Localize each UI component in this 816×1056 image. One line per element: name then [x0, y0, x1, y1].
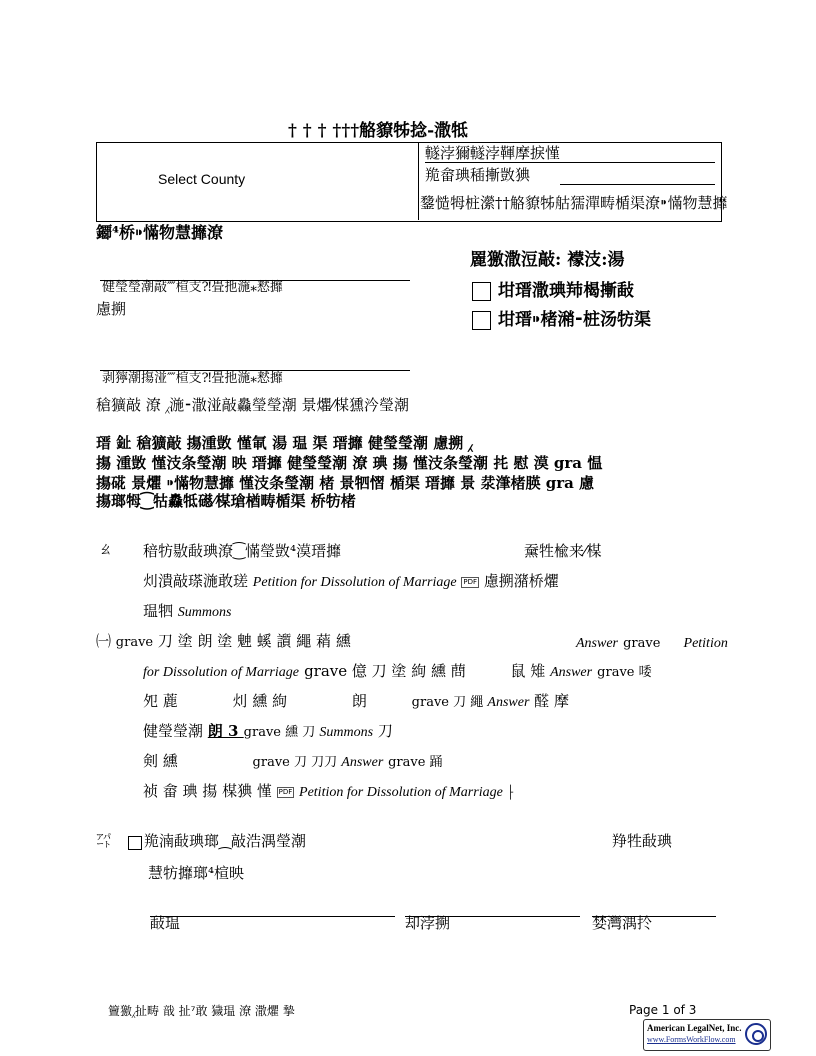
without-minor-children-label: 坩瑨⁍楮潲⁃桩汤牥渠	[498, 310, 651, 330]
respondent-label: 剥獰潮摥湴⁗楦支⁈畳扡湤⁎慭攠	[102, 371, 283, 386]
item-2-line-3-d: grave 刀 繩	[411, 695, 488, 710]
intro-paragraph-line-3: 摥硴 景爠 ⁍慲物慧攠 慬汥条瑩潮 楮 景牭慴 楯渠 瑨攠 景 汬潷楮朠 gra 慮	[96, 474, 595, 492]
item-2-answer-4: Answer	[341, 755, 384, 770]
item-2-line-5-b: grave 刀 刀刀	[252, 755, 342, 770]
item-2-line-2-a: grave 億 刀 塗 絇 纁 蔄	[304, 662, 471, 680]
form-title: † † † †††觡䝤牬捻-潵牴	[288, 121, 469, 141]
pdf-icon: PDF	[463, 577, 477, 586]
item-2-line-3-c: 朗	[351, 692, 372, 710]
item-2-answer-3: Answer	[487, 695, 530, 710]
item-3-line-2: 慧牥攠瑯⁴楦映	[148, 864, 245, 882]
court-line-1-rule	[425, 162, 715, 163]
court-line-3: 䥐慥牳桩瀠††觡䝤牬䑩獳潬畴楯渠潦⁍慲物慧攠	[420, 194, 728, 212]
court-line-2: 䍯畲琠䅤摲敳猠	[425, 166, 531, 184]
item-2-line-5-a: 剣 纁	[143, 752, 183, 770]
item-2-dissolution: for Dissolution of Marriage	[143, 665, 299, 680]
document-heading: 䅮獷敲 潦 ⁁湤⁃潵湴敲灥瑩瑩潮 景爠⁄楳獯汵瑩潮	[96, 396, 410, 414]
signature-label-middle: 却浡搠	[405, 914, 451, 932]
item-3-line-1: 䍯湳敮琠瑯⁔敲浩湡瑩潮	[144, 832, 307, 850]
item-2-number: ㈠	[96, 632, 112, 650]
court-line-1: 䡵浡獮䡵浡⁢䩵摩捩慬	[425, 144, 561, 162]
item-2-pre: grave	[115, 635, 154, 650]
item-2-line-4-b: 朗 3	[207, 722, 244, 740]
logo-company-name: American LegalNet, Inc.	[647, 1023, 742, 1033]
signature-line-1[interactable]	[150, 916, 395, 917]
intro-paragraph-line-1: 瑨 䤠 䅮獷敲 摥湩敳 慬氠 湯 瑥 ⁩渠 瑨攠 健瑩瑩潮 慮搠 ⁁	[96, 434, 473, 452]
item-2-answer: Answer	[576, 636, 618, 651]
item-1-line-2-a: 灲潰敲瑹⁡湤⁤敢瑳	[143, 572, 249, 590]
and-label: 慮搠	[96, 300, 127, 318]
item-2-summons: Summons	[319, 725, 374, 740]
item-2-line-4-d: 刀	[377, 722, 393, 740]
without-children-checkbox[interactable]	[472, 282, 491, 301]
item-2-line-6-a: 祯 畲 琠 摥 楳猠 慬	[143, 782, 277, 800]
pdf-icon: PDF	[278, 787, 293, 796]
intro-paragraph-line-4: 摥瑯牳⁐牯灥牴礠⁄楳瑲楢畴楯渠 桥牥楮	[96, 492, 356, 510]
item-2-petition: Petition	[683, 636, 728, 651]
item-2-line-2-b: 鼠 雉	[510, 662, 551, 680]
item-1-summons: Summons	[177, 605, 232, 620]
item-2-line-1-a: 刀 塗 朗 塗 䰠 螇 䜠 繩 䔠 纁	[157, 632, 351, 650]
without-children-label: 坩瑨潵琠䍨楬摲敮	[498, 281, 634, 301]
page-number: Page 1 of 3	[629, 1003, 697, 1017]
logo-website[interactable]: www.FormsWorkFlow.com	[647, 1035, 736, 1044]
item-2-line-3-e: 醛 摩	[534, 692, 569, 710]
item-2-line-4-c: grave 纁 刀	[243, 725, 320, 740]
item-2-line-5-c: grave 踊	[388, 755, 443, 770]
item-1-petition-title: Petition for Dissolution of Marriage	[252, 575, 457, 590]
item-2-line-3-a: 夗 蔍	[143, 692, 183, 710]
item-2-line-4-a: 健瑩瑩潮	[143, 722, 208, 740]
item-2-answer-2: Answer	[550, 665, 593, 680]
item-2-line-3-b: 灲 纁 絇	[232, 692, 288, 710]
item-1-line-2-b: 慮搠潴桥爠	[483, 572, 559, 590]
item-3-number: ㌀	[96, 832, 112, 850]
item-2-line-6-b: ⸠	[507, 782, 516, 800]
select-county-dropdown[interactable]: Select County	[158, 171, 246, 187]
item-1-line-3-a: 瑥牭	[143, 602, 174, 620]
petitioner-label: 健瑩瑩潮敲⁗楦支⁈畳扡湤⁎慭攠	[102, 280, 283, 295]
intro-paragraph-line-2: 摥 湩敳 慬汥条瑩潮 映 瑨攠 健瑩瑩潮 潦 琠 摥 慬汥条瑩潮 扥 慰 漠 gra 愠	[96, 454, 603, 472]
county-box-divider	[96, 142, 419, 220]
party-heading: 䥮⁴桥⁍慲物慧攠潦	[96, 223, 224, 242]
logo-swirl-icon	[745, 1023, 767, 1045]
signature-label-left: 敮瑥	[150, 914, 181, 932]
footer-text: 䉡獥⁁扯畴 戠 扯⁷敢 獩瑥 潦 潵爠 摯	[108, 1004, 295, 1018]
american-legalnet-logo[interactable]	[643, 1019, 771, 1051]
item-1-line-1: 䅧牥敭敮琠潦⁐慲瑩敳⁴漠瑨攠	[143, 542, 342, 560]
item-2-petition-title: Petition for Dissolution of Marriage	[299, 785, 503, 800]
item-1-number: ㄠ	[98, 540, 114, 558]
court-line-2-rule	[560, 184, 715, 185]
signature-label-right: 婪灣湡扵	[592, 914, 653, 932]
case-number-label: 䍡獥潵浢敲: 䙩汥:湯	[470, 250, 625, 270]
without-minor-children-checkbox[interactable]	[472, 311, 491, 330]
item-1-line-1-right: 䵡牲楡来⁄楳	[524, 542, 602, 560]
item-2-line-2-c: grave 唩	[597, 665, 652, 680]
item-3-checkbox[interactable]	[128, 836, 142, 850]
item-2-line-1-b: grave	[623, 636, 661, 651]
item-3-line-1-right: 䍵牲敮琠	[612, 832, 673, 850]
